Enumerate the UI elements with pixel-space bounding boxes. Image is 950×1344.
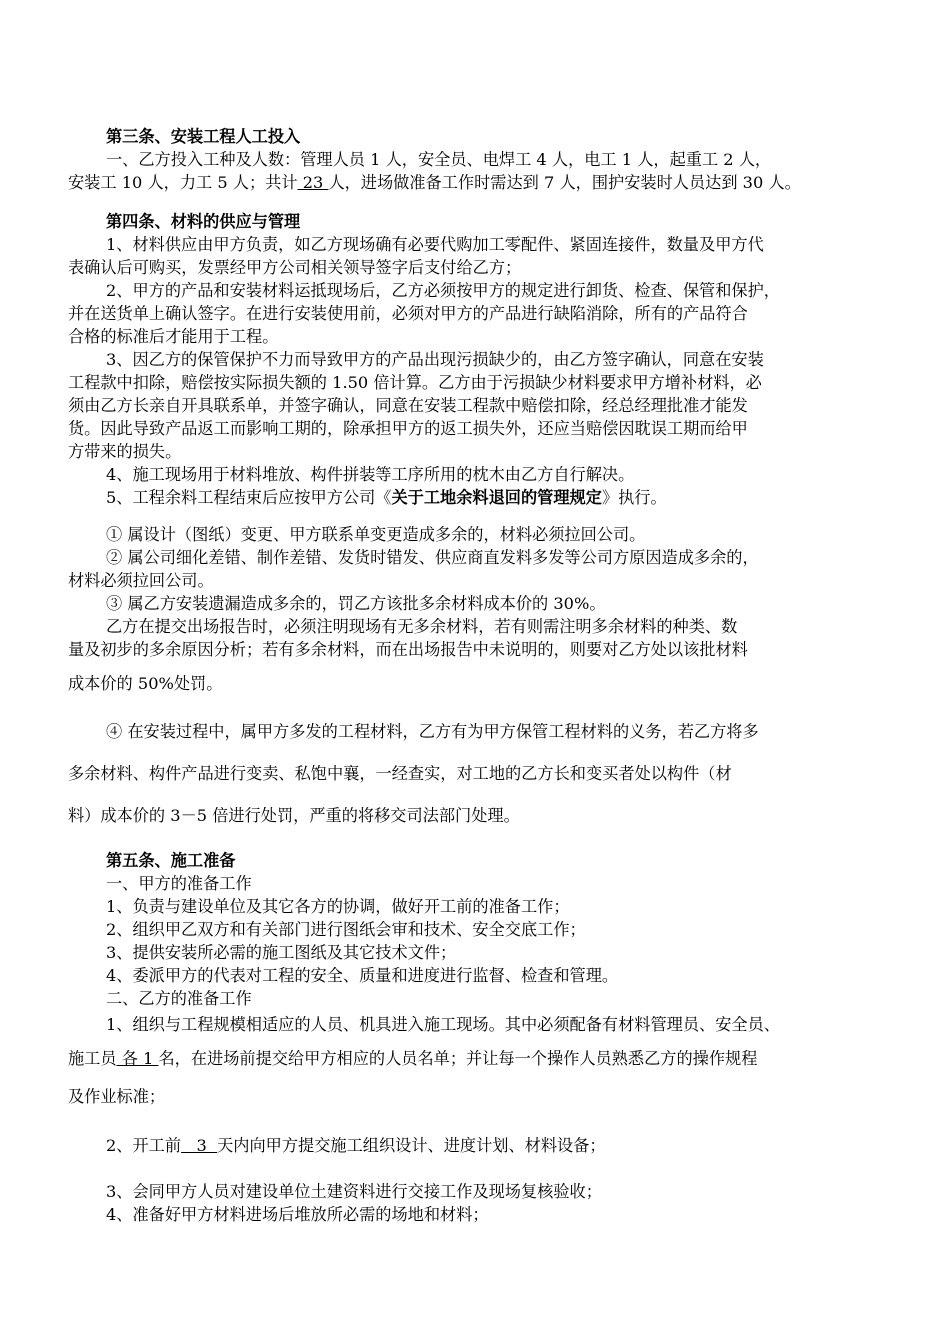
days-blank: 3: [181, 1136, 218, 1155]
article-3-line-2-end: 人，进场做准备工作时需达到 7 人，围护安装时人员达到 30 人。: [328, 173, 801, 192]
party-b-item-2-start: 2、开工前: [106, 1136, 182, 1155]
remark-line-3: 成本价的 50%处罚。: [68, 674, 223, 693]
article-3-line-2: [68, 171, 892, 194]
clause-2-line-1: ② 属公司细化差错、制作差错、发货时错发、供应商直发料多发等公司方原因造成多余的，: [106, 548, 759, 567]
article-3-line-1: 一、乙方投入工种及人数：管理人员 1 人，安全员、电焊工 4 人，电工 1 人，起重工 2 人，: [106, 150, 772, 169]
party-a-item-4: 4、委派甲方的代表对工程的安全、质量和进度进行监督、检查和管理。: [106, 966, 619, 985]
article-3-heading: 第三条、安装工程人工投入: [106, 127, 301, 146]
party-b-item-1-line-2: [68, 1040, 892, 1078]
staff-count-blank: 各 1: [116, 1049, 159, 1068]
party-a-item-1: 1、负责与建设单位及其它各方的协调，做好开工前的准备工作；: [106, 897, 570, 916]
article-5-heading: 第五条、施工准备: [106, 851, 236, 870]
article-4-p2-line-1: 2、甲方的产品和安装材料运抵现场后，乙方必须按甲方的规定进行卸货、检查、保管和保护，: [106, 281, 780, 300]
party-b-item-1-line-1: 1、组织与工程规模相适应的人员、机具进入施工现场。其中必须配备有材料管理员、安全员、: [106, 1015, 780, 1034]
party-a-item-3: 3、提供安装所必需的施工图纸及其它技术文件；: [106, 943, 457, 962]
article-4-p3-line-1: 3、因乙方的保管保护不力而导致甲方的产品出现污损缺少的，由乙方签字确认，同意在安装: [106, 350, 764, 369]
article-4-p2-line-3: 合格的标准后才能用于工程。: [68, 327, 279, 346]
article-3-line-2-start: 安装工 10 人，力工 5 人；共计: [68, 173, 298, 192]
party-b-item-3: 3、会同甲方人员对建设单位土建资料进行交接工作及现场复核验收；: [106, 1182, 602, 1201]
party-b-item-1-start: 施工员: [68, 1049, 117, 1068]
party-a-prep-heading: 一、甲方的准备工作: [106, 874, 252, 893]
clause-3: ③ 属乙方安装遗漏造成多余的，罚乙方该批多余材料成本价的 30%。: [106, 594, 606, 613]
article-4-p5-start: 5、工程余料工程结束后应按甲方公司《: [106, 488, 392, 507]
article-4-p1-line-1: 1、材料供应由甲方负责，如乙方现场确有必要代购加工零配件、紧固连接件，数量及甲方代: [106, 235, 764, 254]
article-4-p3-line-3: 须由乙方长亲自开具联系单，并签字确认，同意在安装工程款中赔偿扣除，经总经理批准才能发: [68, 396, 748, 415]
party-b-item-1-end: 名，在进场前提交给甲方相应的人员名单；并让每一个操作人员熟悉乙方的操作规程: [158, 1049, 758, 1068]
article-4-p5: [68, 486, 892, 509]
article-4-p2-line-2: 并在送货单上确认签字。在进行安装使用前，必须对甲方的产品进行缺陷消除，所有的产品符合: [68, 304, 748, 323]
party-b-prep-heading: 二、乙方的准备工作: [106, 989, 252, 1008]
remark-line-1: 乙方在提交出场报告时，必须注明现场有无多余材料，若有则需注明多余材料的种类、数: [106, 617, 738, 636]
party-b-item-1-line-3: 及作业标准；: [68, 1087, 166, 1106]
article-4-p3-line-5: 方带来的损失。: [68, 442, 182, 461]
article-4-p4: 4、施工现场用于材料堆放、构件拼装等工序所用的枕木由乙方自行解决。: [106, 465, 635, 484]
article-4-p3-line-2: 工程款中扣除，赔偿按实际损失额的 1.50 倍计算。乙方由于污损缺少材料要求甲方增补材料，必: [68, 373, 762, 392]
article-4-heading: 第四条、材料的供应与管理: [106, 212, 301, 231]
total-workers-blank: 23: [297, 173, 329, 192]
clause-2-line-2: 材料必须拉回公司。: [68, 571, 214, 590]
article-4-p5-end: 》执行。: [601, 488, 667, 507]
regulation-title: 关于工地余料退回的管理规定: [391, 488, 602, 507]
document-page: [68, 125, 892, 1226]
party-b-item-4: 4、准备好甲方材料进场后堆放所必需的场地和材料；: [106, 1205, 489, 1224]
party-a-item-2: 2、组织甲乙双方和有关部门进行图纸会审和技术、安全交底工作；: [106, 920, 586, 939]
clause-4-line-1: ④ 在安装过程中，属甲方多发的工程材料，乙方有为甲方保管工程材料的义务，若乙方将多: [106, 722, 759, 741]
party-b-item-2-end: 天内向甲方提交施工组织设计、进度计划、材料设备；: [217, 1136, 606, 1155]
article-4-p1-line-2: 表确认后可购买，发票经甲方公司相关领导签字后支付给乙方；: [68, 258, 522, 277]
remark-line-2: 量及初步的多余原因分析；若有多余材料，而在出场报告中未说明的，则要对乙方处以该批材料: [68, 640, 748, 659]
clause-1: ① 属设计（图纸）变更、甲方联系单变更造成多余的，材料必须拉回公司。: [106, 525, 646, 544]
party-b-item-2: [68, 1126, 892, 1166]
clause-4-line-3: 料）成本价的 3－5 倍进行处罚，严重的将移交司法部门处理。: [68, 806, 520, 825]
article-4-p3-line-4: 货。因此导致产品返工而影响工期的，除承担甲方的返工损失外，还应当赔偿因耽误工期而给甲: [68, 419, 748, 438]
clause-4-line-2: 多余材料、构件产品进行变卖、私饱中襄，一经查实，对工地的乙方长和变买者处以构件（材: [68, 764, 732, 783]
